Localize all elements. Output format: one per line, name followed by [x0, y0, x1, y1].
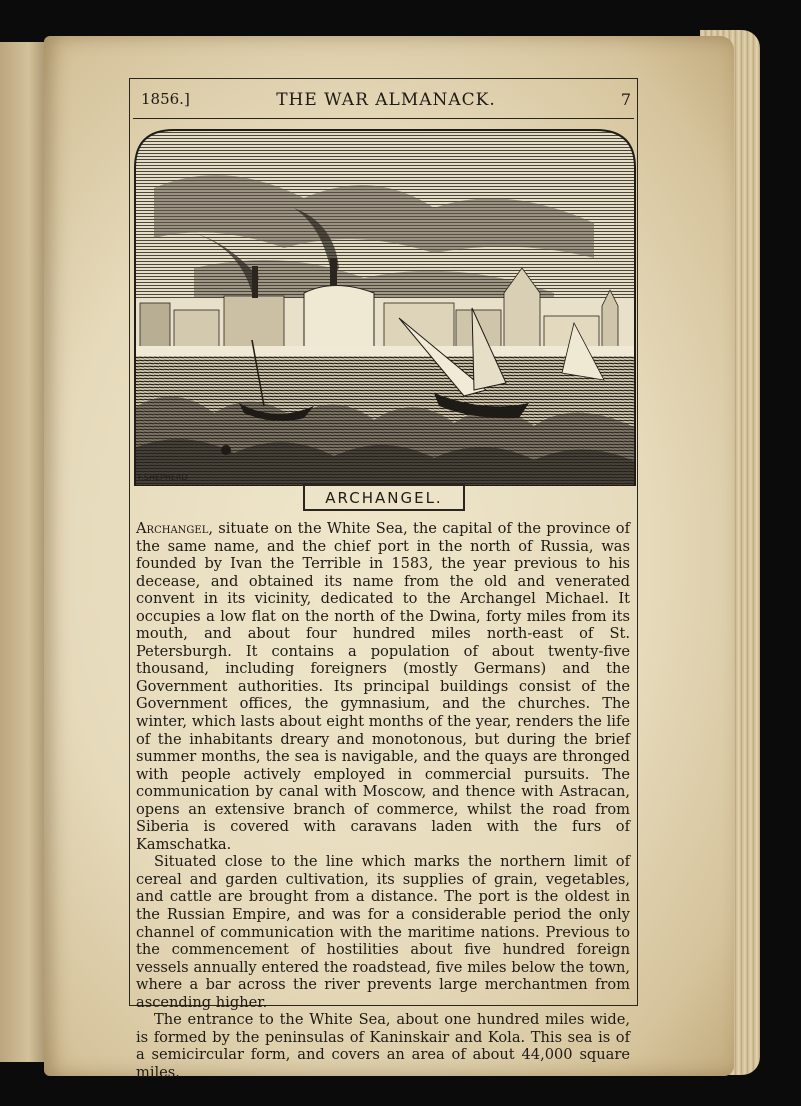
paragraph-text: Situated close to the line which marks the northern limit of cereal and garden cultivation, its supplies of grain, vegetables, and cattle are brought from a distance. The port is the oldest in the Russian Empire, and was for a considerable period the only channel of communication with the maritime nations. Previous to the commencement of hostilities about five hundred foreign vessels annually entered the roadstead, five miles below the town, where a bar across the river prevents large merchantmen from ascending higher.	[136, 853, 630, 1011]
running-header	[141, 90, 631, 114]
engraver-signature: F.SHEPHERD	[138, 473, 188, 482]
header-title: THE WAR ALMANACK.	[276, 90, 496, 110]
harbor-engraving-icon	[134, 128, 636, 486]
illustration-caption-box	[303, 484, 465, 511]
paragraph-text: The entrance to the White Sea, about one hundred miles wide, is formed by the peninsulas of Kaninskair and Kola. This sea is of a semicircular form, and covers an area of about 44,000 square miles.	[136, 1011, 630, 1081]
header-rule	[133, 118, 634, 119]
paragraph-2	[136, 853, 630, 1011]
paragraph-1	[136, 520, 630, 853]
header-year: 1856.]	[141, 90, 190, 108]
illustration-caption: ARCHANGEL.	[325, 488, 443, 507]
paragraph-lead: Archangel,	[136, 520, 213, 537]
paragraph-3	[136, 1011, 630, 1081]
page-number: 7	[620, 90, 631, 109]
article-body	[136, 520, 630, 1082]
paragraph-text: situate on the White Sea, the capital of the province of the same name, and the chief port in the north of Russia, was founded by Ivan the Terrible in 1583, the year previous to his decease, and obtained its name from the old and venerated convent in its vicinity, dedicated to the Archangel Michael. It occupies a low flat on the north of the Dwina, forty miles from its mouth, and about four hundred miles north-east of St. Petersburgh. It contains a population of about twenty-five thousand, including foreigners (mostly Germans) and the Government authorities. Its principal buildings consist of the Government offices, the gymnasium, and the churches. The winter, which lasts about eight months of the year, renders the life of the inhabitants dreary and monotonous, but during the brief summer months, the sea is navigable, and the quays are thronged with people actively employed in commercial pursuits. The communication by canal with Moscow, and thence with Astracan, opens an extensive branch of commerce, whilst the road from Siberia is covered with caravans laden with the furs of Kamschatka.	[136, 520, 630, 853]
